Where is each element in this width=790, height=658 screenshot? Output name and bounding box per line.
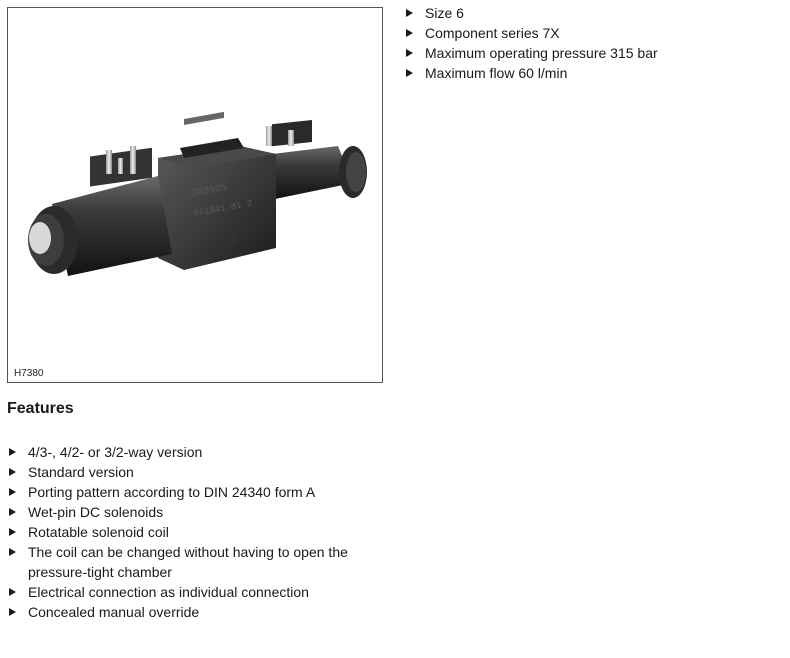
features-heading: Features: [7, 400, 74, 417]
spec-item: Maximum operating pressure 315 bar: [404, 43, 774, 63]
feature-item: Rotatable solenoid coil: [7, 522, 367, 542]
feature-item: Electrical connection as individual connection: [7, 582, 367, 602]
spec-item: Size 6: [404, 3, 774, 23]
svg-text:R61841 81 2: R61841 81 2: [192, 198, 254, 219]
feature-item: Porting pattern according to DIN 24340 form A: [7, 482, 367, 502]
feature-item: Standard version: [7, 462, 367, 482]
left-solenoid: [28, 146, 172, 276]
valve-image: [8, 8, 384, 384]
figure-label: H7380: [14, 368, 44, 379]
spec-item: Component series 7X: [404, 23, 774, 43]
product-figure: [7, 7, 383, 383]
feature-item: The coil can be changed without having to open the pressure-tight chamber: [7, 542, 367, 582]
feature-item: 4/3-, 4/2- or 3/2-way version: [7, 442, 367, 462]
feature-item: Concealed manual override: [7, 602, 367, 622]
feature-item: Wet-pin DC solenoids: [7, 502, 367, 522]
valve-body: [158, 112, 276, 270]
svg-text:388925: 388925: [190, 182, 229, 200]
spec-item: Maximum flow 60 l/min: [404, 63, 774, 83]
features-list: [7, 442, 367, 622]
spec-list: [404, 3, 774, 83]
